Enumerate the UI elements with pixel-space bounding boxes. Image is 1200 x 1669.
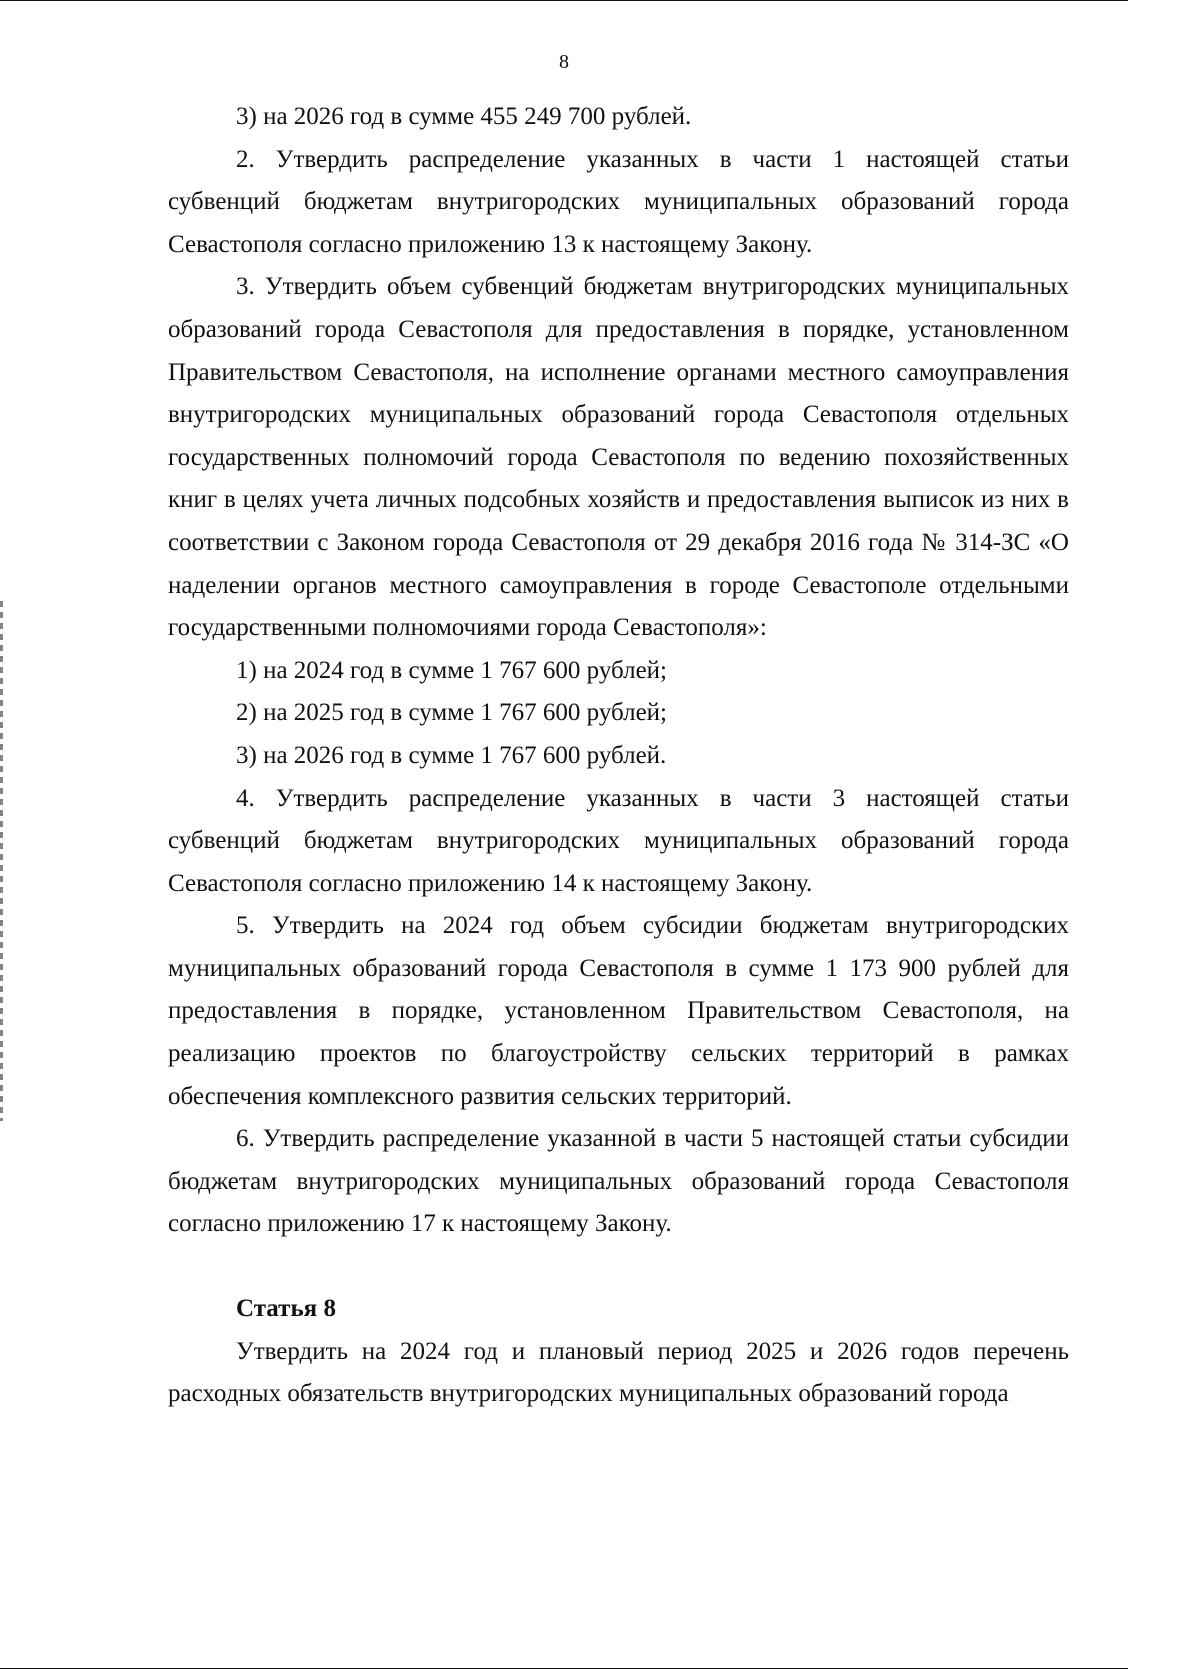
paragraph-item-3-2026: 3) на 2026 год в сумме 455 249 700 рублей. xyxy=(236,103,692,130)
document-body xyxy=(168,96,1069,1416)
paragraph-item-2-2025: 2) на 2025 год в сумме 1 767 600 рублей; xyxy=(236,699,667,727)
paragraph-part-6: 6. Утвердить распределение указанной в части 5 настоящей статьи субсидии бюджетам внутригородских муниципальных образований города Севастополя согласно приложению 17 к настоящему Закону. xyxy=(168,1125,1069,1238)
paragraph-part-3: 3. Утвердить объем субвенций бюджетам внутригородских муниципальных образований города Севастополя для предоставления в порядке, установленном Правительством Севастополя, на исполнение органами местного самоуправления внутригородских муниципальных образований города Севастополя отдельных государственных полномочий города Севастополя по ведению похозяйственных книг в целях учета личных подсобных хозяйств и предоставления выписок из них в соответствии с Законом города Севастополя от 29 декабря 2016 года № 314-ЗС «О наделении органов местного самоуправления в городе Севастополе отдельными государственными полномочиями города Севастополя»: xyxy=(168,273,1069,642)
paragraph-part-5: 5. Утвердить на 2024 год объем субсидии бюджетам внутригородских муниципальных образований города Севастополя в сумме 1 173 900 рублей для предоставления в порядке, установленном Правительством Севастополя, на реализацию проектов по благоустройству сельских территорий в рамках обеспечения комплексного развития сельских территорий. xyxy=(168,912,1069,1110)
page-number: 8 xyxy=(559,51,569,73)
paragraph-part-4: 4. Утвердить распределение указанных в части 3 настоящей статьи субвенций бюджетам внутригородских муниципальных образований города Севастополя согласно приложению 14 к настоящему Закону. xyxy=(168,784,1069,897)
paragraph-item-1-2024: 1) на 2024 год в сумме 1 767 600 рублей; xyxy=(236,656,667,684)
paragraph-part-2: 2. Утвердить распределение указанных в части 1 настоящей статьи субвенций бюджетам внутригородских муниципальных образований города Севастополя согласно приложению 13 к настоящему Закону. xyxy=(168,145,1069,258)
article-8-text: Утвердить на 2024 год и плановый период 2025 и 2026 годов перечень расходных обязательств внутригородских муниципальных образований города xyxy=(168,1337,1069,1408)
scan-edge-mark xyxy=(0,601,3,1121)
article-heading: Статья 8 xyxy=(236,1295,336,1323)
paragraph-item-3-2026-b: 3) на 2026 год в сумме 1 767 600 рублей. xyxy=(236,741,667,769)
